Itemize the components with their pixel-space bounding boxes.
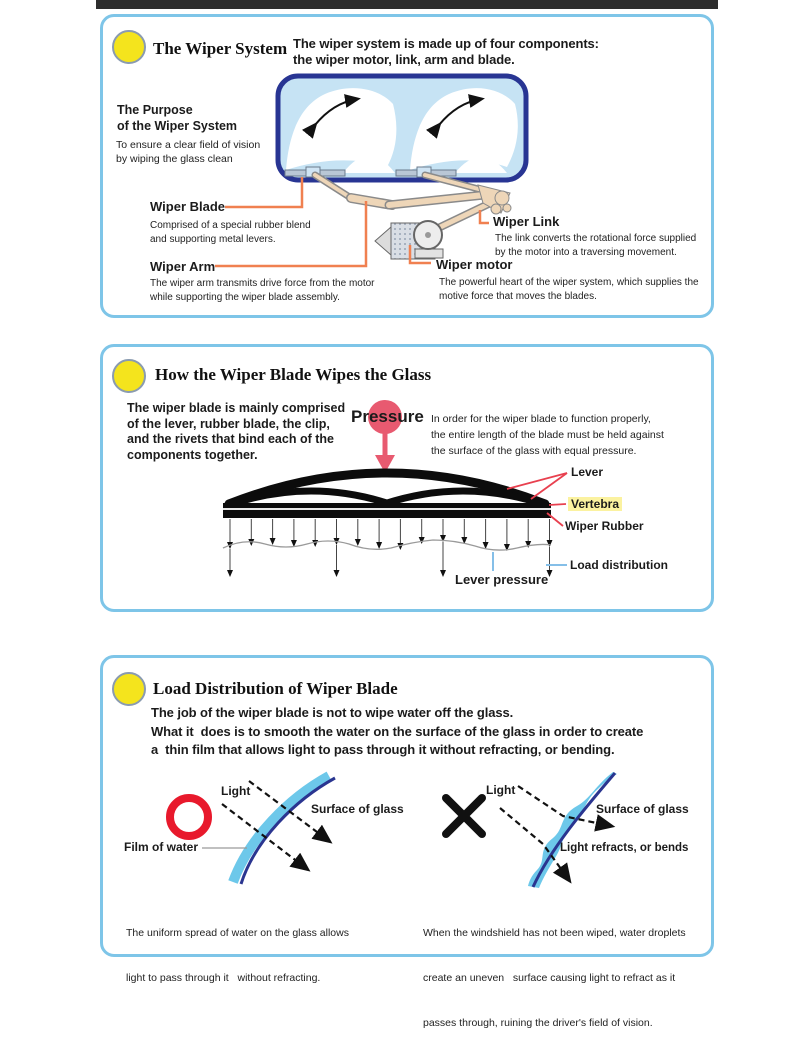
bad-caption-line: When the windshield has not been wiped, water droplets <box>423 927 686 939</box>
panel2-right-text: In order for the wiper blade to function properly, <box>431 413 651 425</box>
lever-structure-icon <box>229 473 545 504</box>
purpose-body-line: by wiping the glass clean <box>116 153 233 165</box>
blade-bar-icon <box>223 503 551 518</box>
panel2-title: How the Wiper Blade Wipes the Glass <box>155 365 432 384</box>
wiper-arm-desc: while supporting the wiper blade assembly. <box>150 291 340 303</box>
panel3-intro-line: a thin film that allows light to pass through it without refracting, or bending. <box>151 742 615 757</box>
panel2-left-text: The wiper blade is mainly comprised <box>127 401 346 415</box>
section-bullet-icon <box>112 359 146 393</box>
panel1-intro-line: the wiper motor, link, arm and blade. <box>293 52 515 67</box>
panel1-title: The Wiper System <box>153 39 288 58</box>
wiper-arm-label: Wiper Arm <box>150 259 216 274</box>
light-label: Light <box>486 783 516 797</box>
wiper-rubber-label: Wiper Rubber <box>565 519 644 533</box>
panel1-intro-line: The wiper system is made up of four components: <box>293 36 599 51</box>
panel-load-distribution <box>100 655 714 1029</box>
panel2-right-text: the surface of the glass with equal pressure. <box>431 445 637 457</box>
wiper-motor-desc: motive force that moves the blades. <box>439 290 597 302</box>
purpose-body-line: To ensure a clear field of vision <box>116 139 261 151</box>
panel-how-blade-wipes <box>100 344 714 612</box>
panel2-right-text: the entire length of the blade must be held against <box>431 429 664 441</box>
pressure-label: Pressure <box>351 407 424 426</box>
top-divider-bar <box>96 0 718 9</box>
section-bullet-icon <box>112 30 146 64</box>
wiper-motor-label: Wiper motor <box>436 257 513 272</box>
lever-pressure-label: Lever pressure <box>455 572 549 587</box>
panel3-intro-line: What it does is to smooth the water on the surface of the glass in order to create <box>151 723 644 739</box>
load-distribution-label: Load distribution <box>570 558 668 572</box>
panel3-title: Load Distribution of Wiper Blade <box>153 679 398 698</box>
correct-ring-icon <box>170 798 208 836</box>
bad-caption-line: create an uneven surface causing light to refract as it <box>423 972 676 984</box>
purpose-heading-line: of the Wiper System <box>117 118 238 133</box>
wiper-arm-desc: The wiper arm transmits drive force from the motor <box>150 278 375 289</box>
vertebra-label: Vertebra <box>568 497 622 511</box>
wiper-link-label: Wiper Link <box>493 214 560 229</box>
film-of-water-label: Film of water <box>124 840 199 854</box>
panel-wiper-system <box>100 14 714 318</box>
windshield-icon <box>278 76 526 180</box>
light-refracts-label: Light refracts, or bends <box>560 842 689 854</box>
wiper-link-desc: by the motor into a traversing movement. <box>495 246 677 258</box>
good-example-diagram <box>170 776 335 884</box>
x-mark-icon <box>446 798 482 834</box>
surface-of-glass-label: Surface of glass <box>311 802 404 816</box>
panel3-intro-line: The job of the wiper blade is not to wipe water off the glass. <box>151 705 514 720</box>
bad-caption-line: passes through, ruining the driver's field of vision. <box>423 1017 653 1029</box>
good-caption-line: light to pass through it without refracting. <box>126 972 321 984</box>
wiper-blade-desc: Comprised of a special rubber blend <box>150 220 311 231</box>
purpose-heading-line: The Purpose <box>117 103 193 117</box>
light-label: Light <box>221 784 251 798</box>
lever-label: Lever <box>571 465 604 479</box>
panel2-left-text: components together. <box>127 447 258 462</box>
section-bullet-icon <box>112 672 146 706</box>
panel2-left-text: and the rivets that bind each of the <box>127 432 334 446</box>
good-caption-line: The uniform spread of water on the glass allows <box>126 927 349 939</box>
wiper-blade-desc: and supporting metal levers. <box>150 233 276 245</box>
wiper-link-desc: The link converts the rotational force supplied <box>495 233 697 244</box>
panel2-left-text: of the lever, rubber blade, the clip, <box>127 416 330 431</box>
bad-example-diagram <box>446 772 617 888</box>
surface-of-glass-label: Surface of glass <box>596 802 689 816</box>
wiper-blade-label: Wiper Blade <box>150 199 226 214</box>
wiper-motor-desc: The powerful heart of the wiper system, which supplies the <box>439 277 699 288</box>
